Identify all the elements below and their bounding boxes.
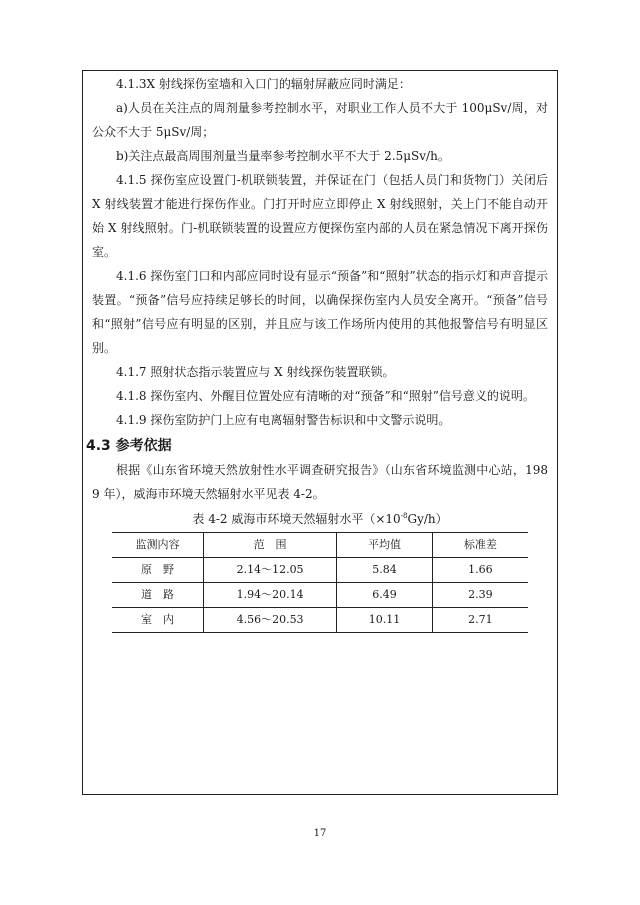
- table-cell: 2.14～12.05: [204, 558, 337, 583]
- header-std-dev: 标准差: [432, 533, 528, 558]
- clause-4-1-8: 4.1.8 探伤室内、外醒目位置处应有清晰的对“预备”和“照射”信号意义的说明。: [116, 389, 535, 403]
- clause-4-1-9: 4.1.9 探伤室防护门上应有电离辐射警告标识和中文警示说明。: [116, 413, 451, 427]
- table-header-row: [112, 533, 528, 558]
- header-mean: 平均值: [337, 533, 433, 558]
- table-cell: 6.49: [337, 583, 433, 608]
- table-row: [112, 583, 528, 608]
- table-cell: 2.71: [432, 608, 528, 633]
- table-cell: 1.94～20.14: [204, 583, 337, 608]
- header-monitoring-item: 监测内容: [135, 538, 180, 551]
- section-heading: 4.3 参考依据: [86, 438, 172, 454]
- clause-4-1-3: 4.1.3X 射线探伤室墙和入口门的辐射屏蔽应同时满足：: [116, 77, 411, 91]
- table-cell: 10.11: [337, 608, 433, 633]
- table-cell: 2.39: [432, 583, 528, 608]
- table-caption-prefix: 表 4-2 威海市环境天然辐射水平（×10: [192, 512, 401, 526]
- table-caption: [92, 510, 548, 528]
- clause-4-1-5: 4.1.5 探伤室应设置门-机联锁装置，并保证在门（包括人员门和货物门）关闭后 X 射线装置才能进行探伤作业。门打开时应立即停止 X 射线照射，关上门不能自动开始 X 射线照射。门-机联锁装置的设置应方便探伤室内部的人员在紧急情况下离开探伤室。: [92, 173, 548, 259]
- document-body: [82, 72, 558, 633]
- table-row: [112, 608, 528, 633]
- header-range: 范 围: [204, 533, 337, 558]
- table-cell: 1.66: [432, 558, 528, 583]
- clause-4-1-7: 4.1.7 照射状态指示装置应与 X 射线探伤装置联锁。: [116, 365, 395, 379]
- table-cell: 原 野: [112, 558, 204, 583]
- reference-paragraph: 根据《山东省环境天然放射性水平调查研究报告》（山东省环境监测中心站，1989 年），威海市环境天然辐射水平见表 4-2。: [92, 463, 548, 501]
- table-cell: 5.84: [337, 558, 433, 583]
- table-caption-suffix: Gy/h）: [407, 512, 448, 526]
- table-cell: 室 内: [112, 608, 204, 633]
- table-row: [112, 558, 528, 583]
- radiation-level-table: [112, 532, 528, 633]
- clause-4-1-6: 4.1.6 探伤室门口和内部应同时设有显示“预备”和“照射”状态的指示灯和声音提示装置。“预备”信号应持续足够长的时间，以确保探伤室内人员安全离开。“预备”信号和“照射”信号应有明显的区别，并且应与该工作场所内使用的其他报警信号有明显区别。: [92, 269, 548, 355]
- clause-4-1-3-a: a)人员在关注点的周剂量参考控制水平，对职业工作人员不大于 100μSv/周，对公众不大于 5μSv/周；: [92, 101, 548, 139]
- table-caption-exponent: -8: [400, 512, 408, 520]
- table-cell: 4.56～20.53: [204, 608, 337, 633]
- clause-4-1-3-b: b)关注点最高周围剂量当量率参考控制水平不大于 2.5μSv/h。: [116, 149, 450, 163]
- page-number: 17: [313, 828, 327, 839]
- table-cell: 道 路: [112, 583, 204, 608]
